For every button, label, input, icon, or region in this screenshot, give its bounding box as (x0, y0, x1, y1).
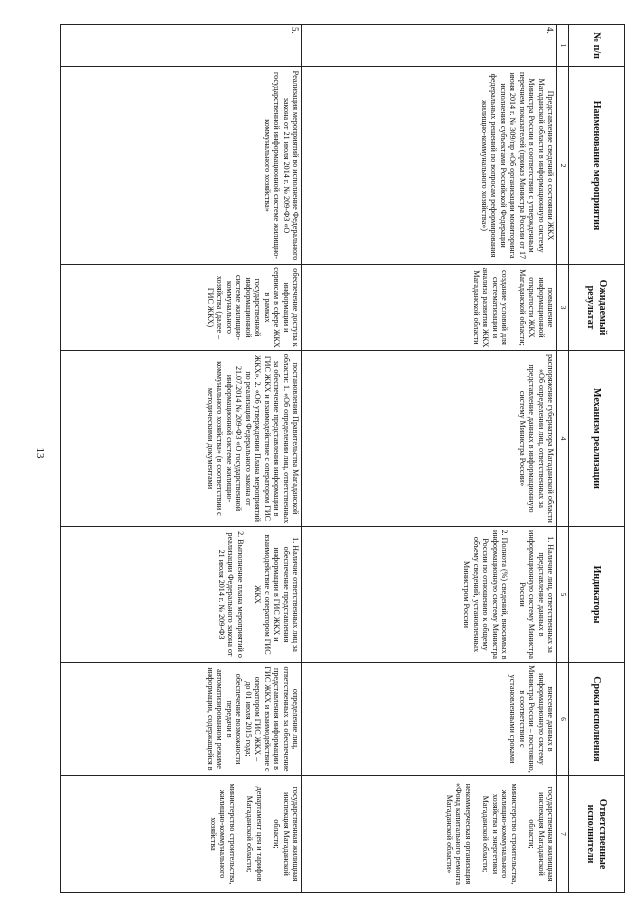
indicators-cell (61, 527, 302, 663)
table-row (302, 25, 557, 893)
deadline-text: до 01 июля 2015 года; обеспечение возможности передачи в автоматизированном режиме информации, содержащейся в (206, 667, 253, 771)
indicator-text: 2. Полнота (%) сведений, вносимых в информационную систему Министра России по отношению к общему объему сведений, установленных Министром России (462, 529, 510, 660)
header-deadline: Сроки исполнения (569, 663, 625, 776)
table-row (61, 25, 302, 893)
column-index: 4 (557, 351, 569, 527)
result-text: повышение информационной открытости ЖКХ Магаданской области; (517, 269, 556, 346)
indicator-text: 1. Наличие ответственных лиц за обеспечение представления информации в ГИС ЖКХ и взаимодействие с оператором ГИС ЖКХ (253, 534, 301, 655)
header-responsible: Ответственные исполнители (569, 776, 625, 893)
header-activity: Наименование мероприятия (569, 67, 625, 265)
responsible-text: государственная жилищная инспекция Магаданской области; (272, 786, 301, 882)
responsible-text: министерство строительства, жилищно-коммунального хозяйства (208, 783, 237, 885)
indicator-text: 2. Выполнение плана мероприятий о реализации Федерального закона от 21 июля 2014 г. № 209-ФЗ (216, 531, 245, 658)
header-num: № п/п (569, 25, 625, 67)
column-index: 6 (557, 663, 569, 776)
responsible-text: министерство строительства, жилищно-коммунального хозяйства и энергетики Магаданской области; (481, 783, 519, 885)
indicator-text: 1. Наличие лиц, ответственных за представление данных в информационную систему Министра России (517, 530, 556, 659)
mechanism-cell: постановления Правительства Магаданской области: 1. «Об определении лиц, ответственных за обеспечение представления информации в ГИС ЖКХ и взаимодействие с оператором ГИС ЖКХ». 2. «Об утверждении Плана мероприятий по реализации Федерального закона от 21.07.2014 № 209-ФЗ «О государственной информационной системе жилищно-коммунального хозяйства» (в соответствии с методическими документами (61, 351, 302, 527)
header-mechanism: Механизм реализации (569, 351, 625, 527)
indicators-cell (302, 527, 557, 663)
rotated-table-container (60, 24, 625, 892)
responsible-cell (302, 776, 557, 893)
column-index-row (557, 25, 569, 893)
header-result: Ожидаемый результат (569, 265, 625, 351)
mechanism-cell: распоряжение губернатора Магаданской области «Об определении лиц, ответственных за представление данных в информационную систему Министра России» (302, 351, 557, 527)
responsible-text: департамент цен и тарифов Магаданской области; (245, 786, 264, 882)
measures-table (60, 24, 625, 893)
deadline-text: определение лиц, ответственных за обеспечение представления информации в ГИС ЖКХ и взаимодействие с оператором ГИС ЖКХ – (253, 666, 301, 772)
responsible-cell (61, 776, 302, 893)
header-indicators: Индикаторы (569, 527, 625, 663)
header-row (569, 25, 625, 893)
column-index: 7 (557, 776, 569, 893)
column-index: 2 (557, 67, 569, 265)
column-index: 3 (557, 265, 569, 351)
deadline-cell (61, 663, 302, 776)
responsible-text: некоммерческая организация «Фонд капитального ремонта Магаданской области» (445, 783, 473, 885)
row-number: 4. (302, 25, 557, 67)
result-cell: обеспечение доступа к информации и сервисам в сфере ЖКХ в рамках государственной информационной системе жилищно-коммунального хозяйства (далее – ГИС ЖКХ) (61, 265, 302, 351)
column-index: 1 (557, 25, 569, 67)
result-text: создание условий для систематизации и анализа развития ЖКХ Магаданской области (471, 267, 510, 348)
deadline-cell: внесение данных в информационную систему Министра России – постоянно, в соответствии с установленными сроками (302, 663, 557, 776)
activity-cell: Представление сведений о состоянии ЖКХ Магаданской области в информационную систему Министра России в соответствии с утвержденным перечнем показателей (приказ Министра России от 17 июня 2014 г. № 309/пр «Об организации мониторинга исполнения субъектами Российской Федерации федеральных решений по вопросам реформирования жилищно-коммунального хозяйства») (302, 67, 557, 265)
responsible-text: государственная жилищная инспекция Магаданской области; (527, 786, 556, 882)
result-cell (302, 265, 557, 351)
activity-cell: Реализация мероприятий во исполнение Федерального закона от 21 июля 2014 г. № 209-ФЗ «О государственной информационной системе жилищно-коммунального хозяйства» (61, 67, 302, 265)
column-index: 5 (557, 527, 569, 663)
row-number: 5. (61, 25, 302, 67)
page-number: 13 (34, 447, 46, 459)
